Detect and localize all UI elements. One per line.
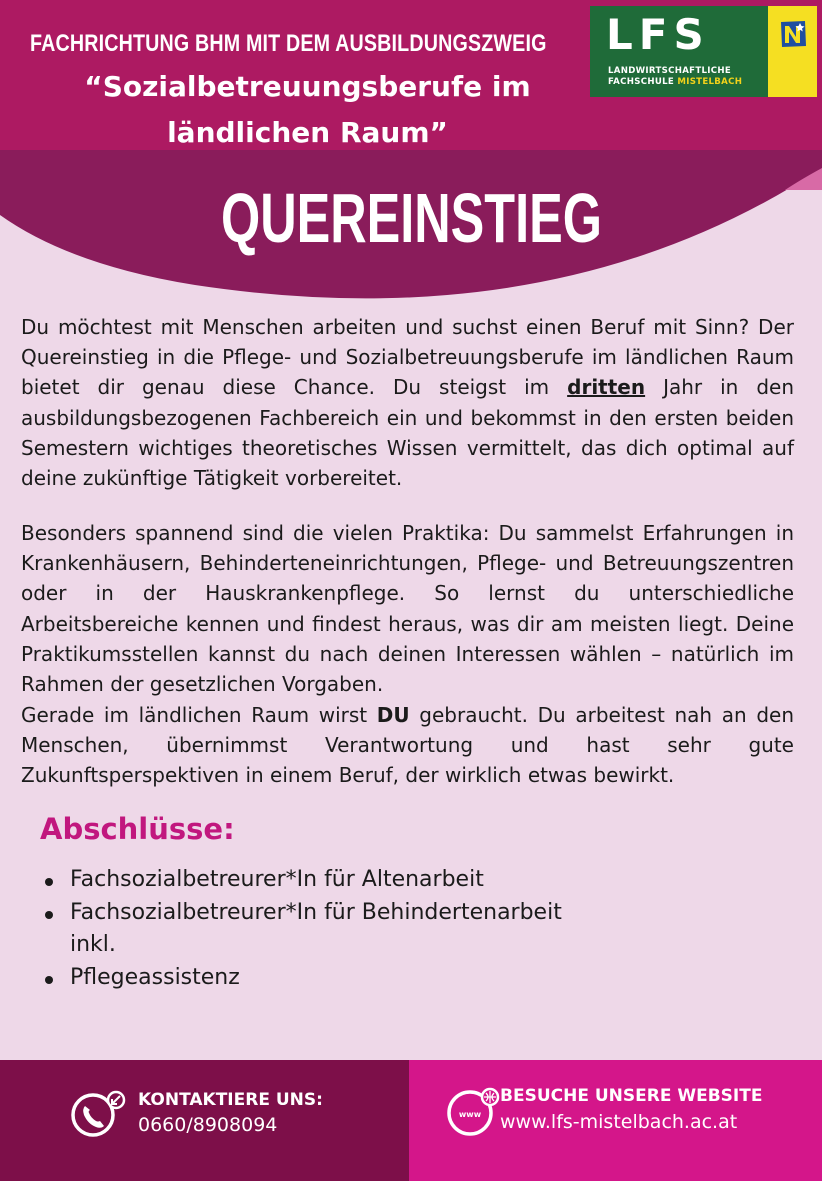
noe-state-icon [777, 18, 809, 50]
website-label: BESUCHE UNSERE WEBSITE [500, 1086, 763, 1106]
lfs-logo [590, 6, 817, 97]
logo-subline-2-highlight: MISTELBACH [677, 77, 743, 87]
header-specialization-line-a: “Sozialbetreuungsberufe im [84, 70, 531, 103]
www-globe-icon[interactable] [446, 1085, 502, 1139]
website-link[interactable]: www.lfs-mistelbach.ac.at [500, 1111, 738, 1133]
logo-subline-1: LANDWIRTSCHAFTLICHE [608, 66, 732, 76]
rural-text-before: Gerade im ländlichen Raum wirst [21, 703, 377, 727]
intro-text-before: Du möchtest mit Menschen arbeiten und suchst einen Beruf mit Sinn? Der Quereinstieg in die Pflege- und Sozialbetreuungsberufe im ländlichen Raum bietet dir genau diese Chance. Du steigst im [21, 315, 794, 400]
phone-icon[interactable] [69, 1088, 129, 1140]
rural-emphasis: DU [376, 703, 410, 727]
abschluesse-heading: Abschlüsse: [40, 812, 235, 846]
list-item: Pflegeassistenz [44, 962, 564, 995]
header-program-line: FACHRICHTUNG BHM MIT DEM AUSBILDUNGSZWEIG [30, 30, 547, 57]
abschluesse-list [44, 864, 564, 994]
logo-green-panel [590, 6, 768, 97]
logo-subline-2 [608, 77, 742, 87]
list-item: Fachsozialbetreurer*In für Altenarbeit [44, 864, 564, 897]
intro-paragraph [21, 312, 794, 493]
svg-text:www: www [458, 1110, 482, 1119]
rural-text-after: gebraucht. Du arbeitest nah an den Menschen, übernimmst Verantwortung und hast sehr gute Zukunftsperspektiven in einem Beruf, der wirklich etwas bewirkt. [21, 703, 794, 788]
intro-emphasis: dritten [567, 375, 646, 400]
list-item: Fachsozialbetreurer*In für Behindertenarbeit inkl. [44, 897, 564, 962]
contact-label: KONTAKTIERE UNS: [138, 1090, 323, 1110]
page-title [0, 178, 822, 258]
page-title-text: QUEREINSTIEG [220, 179, 602, 257]
contact-phone[interactable]: 0660/8908094 [138, 1114, 278, 1136]
praktika-paragraph: Besonders spannend sind die vielen Praktika: Du sammelst Erfahrungen in Krankenhäusern, Behinderteneinrichtungen, Pflege- und Betreuungszentren oder in der Hauskrankenpflege. So lernst du unterschiedliche Arbeitsbereiche kennen und findest heraus, was dir am meisten liegt. Deine Praktikumsstellen kannst du nach deinen Interessen wählen – natürlich im Rahmen der gesetzlichen Vorgaben. [21, 521, 794, 697]
logo-wordmark: LFS [606, 10, 710, 59]
header-specialization [30, 64, 585, 156]
logo-subline-2-prefix: FACHSCHULE [608, 77, 678, 87]
logo-yellow-panel [768, 6, 817, 97]
rural-paragraph [21, 700, 794, 791]
intro-text-after: Jahr in den ausbildungsbezogenen Fachbereich ein und bekommst in den ersten beiden Semestern wichtiges theoretisches Wissen vermittelt, das dich optimal auf deine zukünftige Tätigkeit vorbereitet. [21, 375, 794, 491]
header-specialization-line-b: ländlichen Raum” [167, 116, 448, 149]
